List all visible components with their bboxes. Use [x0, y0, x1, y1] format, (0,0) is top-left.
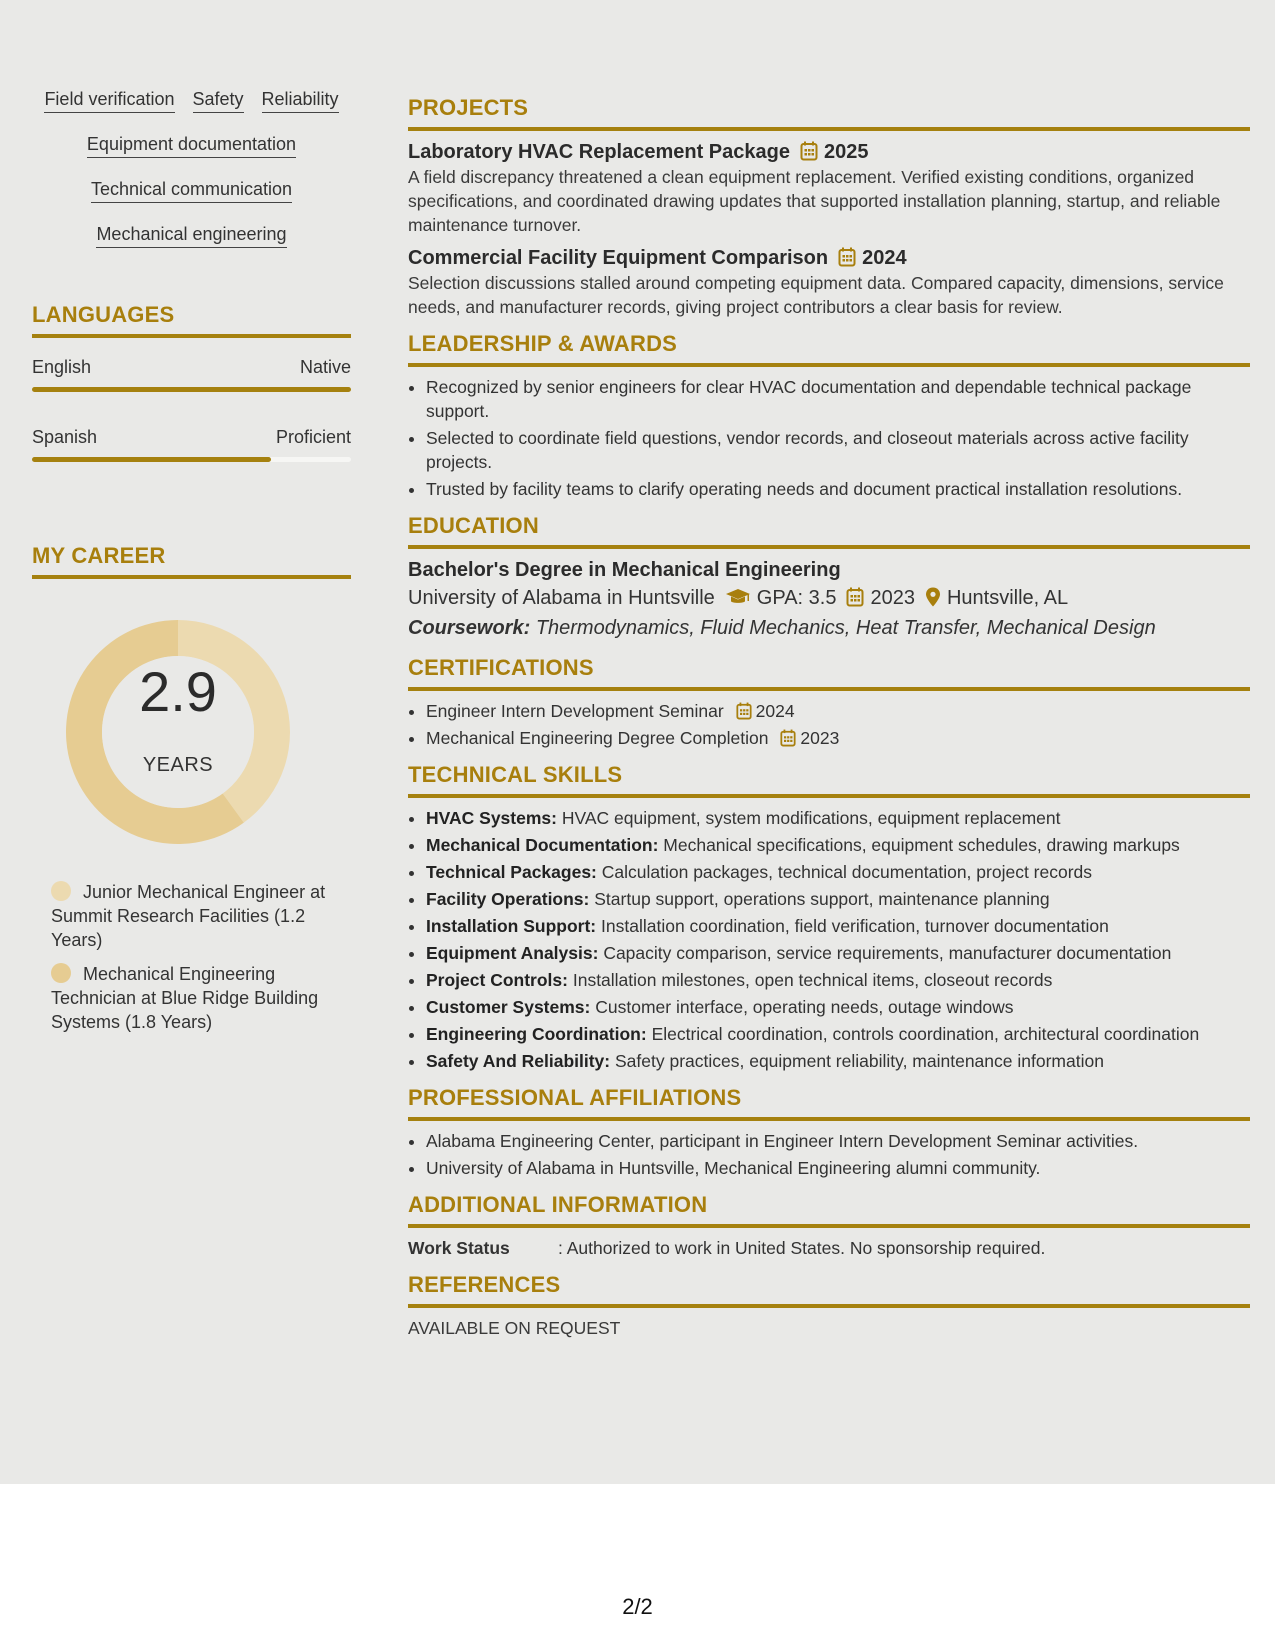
section-heading: MY CAREER	[32, 543, 166, 568]
school-location: Huntsville, AL	[946, 587, 1069, 609]
career-legend-item: Junior Mechanical Engineer at Summit Research Facilities (1.2 Years)	[51, 882, 326, 950]
graduation-cap-icon	[725, 587, 751, 607]
certifications-section	[408, 655, 1250, 750]
work-status	[408, 1236, 1250, 1260]
skill-item: • Facility Operations: Startup support, operations support, maintenance planning	[426, 887, 1250, 911]
coursework-label: Coursework:	[408, 617, 531, 639]
section-rule	[408, 1224, 1250, 1228]
career-total-unit: YEARS	[142, 754, 214, 776]
calendar-icon	[838, 247, 856, 267]
project-year: 2025	[823, 141, 869, 163]
list-item: • Selected to coordinate field questions, vendor records, and closeout materials across active facility projects.	[426, 426, 1250, 474]
skill-item: • Engineering Coordination: Electrical coordination, controls coordination, architectural coordination	[426, 1022, 1250, 1046]
skill-item: • Technical Packages: Calculation packages, technical documentation, project records	[426, 860, 1250, 884]
project-title-row: Laboratory HVAC Replacement Package 2025	[408, 141, 869, 163]
technical-skills-section	[408, 762, 1250, 1073]
language-item	[32, 356, 351, 392]
education-section	[408, 513, 1250, 643]
language-name: English	[32, 357, 92, 377]
skill-tag: Reliability	[262, 88, 339, 113]
references-text: AVAILABLE ON REQUEST	[408, 1318, 621, 1338]
section-heading: ADDITIONAL INFORMATION	[408, 1192, 708, 1217]
list-item: • Recognized by senior engineers for clear HVAC documentation and dependable technical package support.	[426, 375, 1250, 423]
project-description: A field discrepancy threatened a clean equipment replacement. Verified existing conditions, organized specifications, and coordinated drawing updates that supported installation planning, startup, and reliable maintenance turnover.	[408, 167, 1221, 235]
language-bar-fill	[32, 387, 351, 392]
section-heading: TECHNICAL SKILLS	[408, 762, 623, 787]
skill-item: • Safety And Reliability: Safety practices, equipment reliability, maintenance information	[426, 1049, 1250, 1073]
languages-section	[32, 302, 351, 338]
language-bar	[32, 457, 351, 462]
skill-tag: Mechanical engineering	[96, 223, 286, 248]
section-heading: LANGUAGES	[32, 302, 175, 327]
career-legend-item: Mechanical Engineering Technician at Blue Ridge Building Systems (1.8 Years)	[51, 964, 319, 1032]
section-rule	[32, 334, 351, 338]
skill-tag: Technical communication	[91, 178, 292, 203]
language-level: Proficient	[275, 427, 351, 447]
project-description: Selection discussions stalled around competing equipment data. Compared capacity, dimensions, service needs, and manufacturer records, giving project contributors a clear basis for review.	[408, 273, 1224, 317]
work-status-value: : Authorized to work in United States. No sponsorship required.	[558, 1238, 1046, 1258]
school-name: University of Alabama in Huntsville	[408, 587, 715, 609]
list-item: • University of Alabama in Huntsville, Mechanical Engineering alumni community.	[426, 1156, 1250, 1180]
skill-item: • Equipment Analysis: Capacity comparison, service requirements, manufacturer documentation	[426, 941, 1250, 965]
section-rule	[408, 687, 1250, 691]
language-name: Spanish	[32, 427, 98, 447]
gpa: GPA: 3.5	[756, 587, 837, 609]
list-item: • Engineer Intern Development Seminar 2024	[426, 699, 1250, 723]
skill-item: • Installation Support: Installation coordination, field verification, turnover documentation	[426, 914, 1250, 938]
work-status-label: Work Status	[408, 1238, 510, 1258]
section-heading: PROFESSIONAL AFFILIATIONS	[408, 1085, 742, 1110]
coursework: Coursework: Thermodynamics, Fluid Mechanics, Heat Transfer, Mechanical Design	[408, 617, 1156, 639]
section-rule	[408, 1304, 1250, 1308]
leadership-section	[408, 331, 1250, 501]
career-section	[32, 543, 351, 579]
calendar-icon	[736, 702, 752, 720]
section-heading: EDUCATION	[408, 513, 539, 538]
section-heading: CERTIFICATIONS	[408, 655, 594, 680]
section-rule	[408, 127, 1250, 131]
section-rule	[32, 575, 351, 579]
language-bar-fill	[32, 457, 271, 462]
project-year: 2024	[862, 247, 907, 269]
language-item	[32, 426, 351, 462]
section-rule	[408, 363, 1250, 367]
degree-title: Bachelor's Degree in Mechanical Engineering	[408, 559, 841, 581]
map-pin-icon	[925, 587, 941, 607]
graduation-year: 2023	[870, 587, 915, 609]
affiliations-section	[408, 1085, 1250, 1180]
section-heading: PROJECTS	[408, 95, 529, 120]
legend-dot	[51, 963, 71, 983]
references-section	[408, 1272, 1250, 1340]
page-number: 2/2	[622, 1594, 653, 1619]
calendar-icon	[800, 141, 818, 161]
list-item: • Trusted by facility teams to clarify operating needs and document practical installation resolutions.	[426, 477, 1250, 501]
skill-tag: Field verification	[44, 88, 174, 113]
education-meta	[408, 583, 1250, 613]
section-heading: LEADERSHIP & AWARDS	[408, 331, 678, 356]
list-item: • Mechanical Engineering Degree Completion 2023	[426, 726, 1250, 750]
projects-section	[408, 95, 1250, 319]
language-level: Native	[299, 357, 351, 377]
skill-item: • HVAC Systems: HVAC equipment, system modifications, equipment replacement	[426, 806, 1250, 830]
section-rule	[408, 1117, 1250, 1121]
skill-tags	[32, 88, 351, 268]
career-total-years: 2.9	[139, 660, 217, 723]
calendar-icon	[780, 729, 796, 747]
legend-dot	[51, 881, 71, 901]
section-heading: REFERENCES	[408, 1272, 561, 1297]
right-column	[408, 95, 1250, 1352]
career-donut-chart	[66, 620, 290, 844]
skill-tag: Equipment documentation	[87, 133, 296, 158]
skill-tag: Safety	[193, 88, 244, 113]
skill-item: • Mechanical Documentation: Mechanical specifications, equipment schedules, drawing markups	[426, 833, 1250, 857]
section-rule	[408, 545, 1250, 549]
language-bar	[32, 387, 351, 392]
career-legend	[51, 880, 331, 1044]
project-title-row: Commercial Facility Equipment Comparison 2024	[408, 247, 907, 269]
additional-info-section	[408, 1192, 1250, 1260]
list-item: • Alabama Engineering Center, participant in Engineer Intern Development Seminar activities.	[426, 1129, 1250, 1153]
calendar-icon	[846, 587, 864, 607]
section-rule	[408, 794, 1250, 798]
skill-item: • Customer Systems: Customer interface, operating needs, outage windows	[426, 995, 1250, 1019]
skill-item: • Project Controls: Installation milestones, open technical items, closeout records	[426, 968, 1250, 992]
